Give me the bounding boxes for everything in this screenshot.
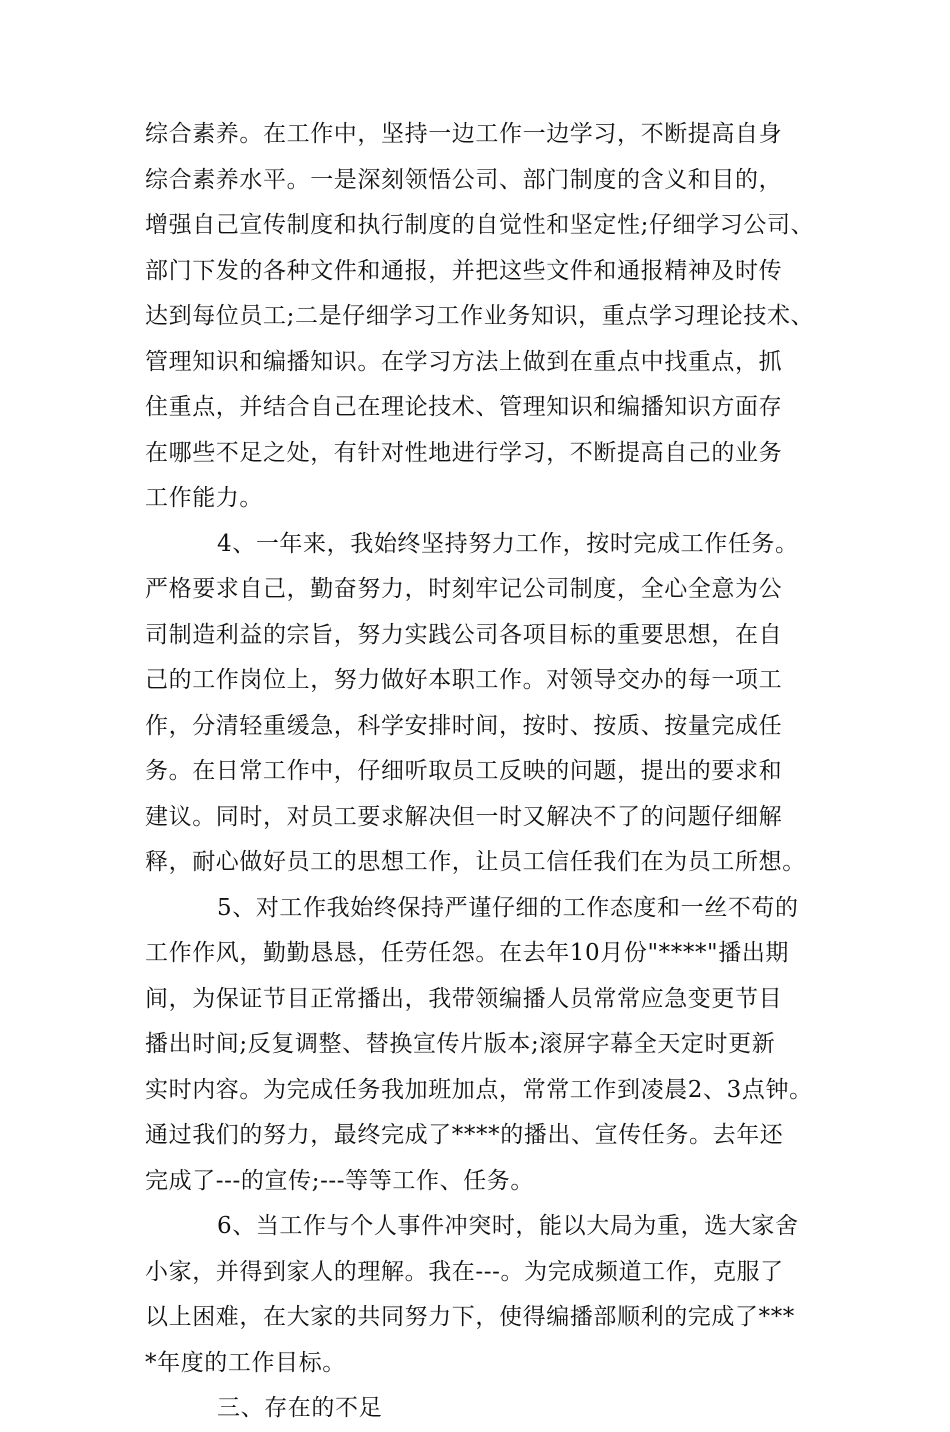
- text-line: 在哪些不足之处，有针对性地进行学习，不断提高自己的业务: [145, 439, 783, 466]
- text-line: 管理知识和编播知识。在学习方法上做到在重点中找重点，抓: [145, 348, 783, 375]
- text-line: 释，耐心做好员工的思想工作，让员工信任我们在为员工所想。: [145, 849, 806, 875]
- paragraph-start-line: 6、当工作与个人事件冲突时，能以大局为重，选大家舍: [217, 1213, 799, 1239]
- text-line: 工作能力。: [145, 485, 263, 511]
- text-line: 达到每位员工;二是仔细学习工作业务知识，重点学习理论技术、: [145, 303, 815, 329]
- text-line: 以上困难，在大家的共同努力下，使得编播部顺利的完成了***: [145, 1304, 795, 1330]
- text-line: 间，为保证节目正常播出，我带领编播人员常常应急变更节目: [145, 985, 783, 1012]
- text-line: 增强自己宣传制度和执行制度的自觉性和坚定性;仔细学习公司、: [145, 212, 815, 238]
- text-line: 住重点，并结合自己在理论技术、管理知识和编播知识方面存: [145, 394, 783, 420]
- text-line: 严格要求自己，勤奋努力，时刻牢记公司制度，全心全意为公: [145, 576, 783, 602]
- text-line: 部门下发的各种文件和通报，并把这些文件和通报精神及时传: [145, 257, 783, 284]
- text-line: 播出时间;反复调整、替换宣传片版本;滚屏字幕全天定时更新: [145, 1031, 776, 1057]
- paragraph-start-line: 4、一年来，我始终坚持努力工作，按时完成工作任务。: [217, 530, 799, 557]
- text-line: *年度的工作目标。: [145, 1349, 346, 1376]
- text-line: 完成了---的宣传;---等等工作、任务。: [145, 1167, 534, 1194]
- paragraph-start-line: 5、对工作我始终保持严谨仔细的工作态度和一丝不苟的: [217, 894, 799, 921]
- text-line: 作，分清轻重缓急，科学安排时间，按时、按质、按量完成任: [145, 712, 783, 739]
- text-line: 实时内容。为完成任务我加班加点，常常工作到凌晨2、3点钟。: [145, 1076, 813, 1103]
- text-line: 综合素养。在工作中，坚持一边工作一边学习，不断提高自身: [145, 121, 783, 147]
- text-line: 司制造利益的宗旨，努力实践公司各项目标的重要思想，在自: [145, 621, 783, 648]
- text-line: 己的工作岗位上，努力做好本职工作。对领导交办的每一项工: [145, 667, 783, 693]
- text-line: 通过我们的努力，最终完成了****的播出、宣传任务。去年还: [145, 1122, 784, 1148]
- text-line: 小家，并得到家人的理解。我在---。为完成频道工作，克服了: [145, 1258, 784, 1285]
- text-line: 综合素养水平。一是深刻领悟公司、部门制度的含义和目的，: [145, 166, 783, 193]
- text-line: 建议。同时，对员工要求解决但一时又解决不了的问题仔细解: [145, 803, 783, 830]
- text-line: 务。在日常工作中，仔细听取员工反映的问题，提出的要求和: [145, 758, 783, 784]
- section-heading: 三、存在的不足: [217, 1395, 383, 1421]
- document-body: [145, 112, 825, 1432]
- text-line: 工作作风，勤勤恳恳，任劳任怨。在去年10月份"****"播出期: [145, 940, 790, 966]
